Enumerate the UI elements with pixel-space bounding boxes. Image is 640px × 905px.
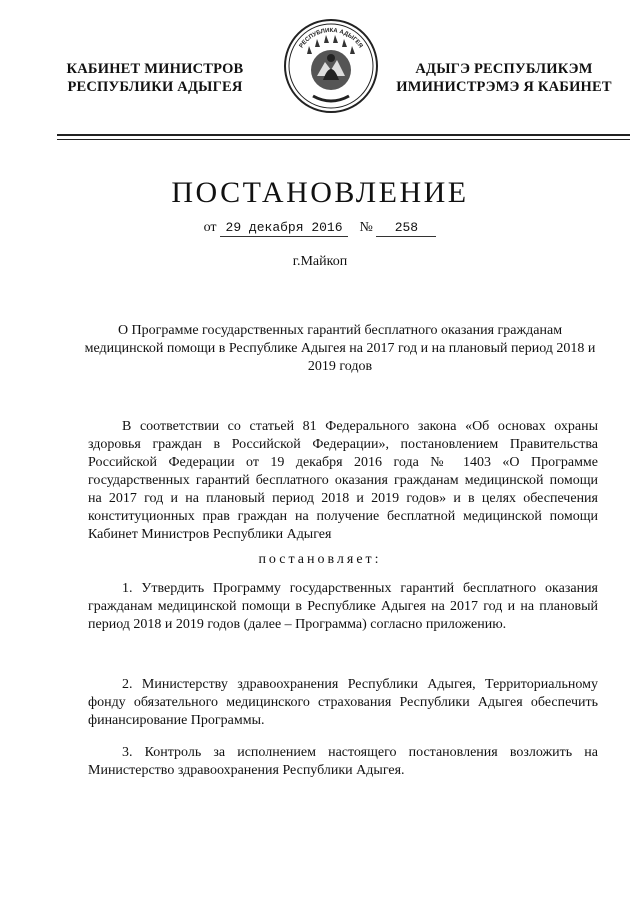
issuer-name-adyghe: [394, 60, 614, 96]
issuer-line: АДЫГЭ РЕСПУБЛИКЭМ: [415, 61, 593, 77]
issuer-line: ИМИНИСТРЭМЭ Я КАБИНЕТ: [396, 79, 612, 95]
coat-of-arms-icon: [279, 14, 383, 118]
resolves-heading: постановляет:: [258, 552, 382, 567]
issuer-line: КАБИНЕТ МИНИСТРОВ: [66, 61, 244, 77]
document-subject: О Программе государственных гарантий бесплатного оказания гражданам медицинской помощи в Республике Адыгея на 2017 год и на плановый период 2018 и 2019 годов: [84, 323, 596, 374]
document-number: 258: [376, 220, 436, 237]
document-date: 29 декабря 2016: [220, 220, 348, 237]
resolution-item: 1. Утвердить Программу государственных гарантий бесплатного оказания гражданам медицинской помощи в Республике Адыгея на 2017 год и на плановый период 2018 и 2019 годов (далее – Программа) согласно приложению.: [88, 581, 598, 632]
number-prefix: №: [359, 220, 373, 235]
header-rule: [57, 139, 630, 140]
issuer-name-russian: [60, 60, 250, 96]
resolution-item: 2. Министерству здравоохранения Республики Адыгея, Территориальному фонду обязательного медицинского страхования Республики Адыгея обеспечить финансирование Программы.: [88, 677, 598, 728]
date-number-line: [0, 220, 640, 237]
issuer-line: РЕСПУБЛИКИ АДЫГЕЯ: [67, 79, 243, 95]
document-city: г.Майкоп: [292, 254, 348, 269]
preamble-paragraph: В соответствии со статьей 81 Федерального закона «Об основах охраны здоровья граждан в Российской Федерации», постановлением Правительства Российской Федерации от 19 декабря 2016 года № 1403 «О Программе государственных гарантий бесплатного оказания гражданам медицинской помощи на 2017 год и на плановый период 2018 и 2019 годов» и в целях обеспечения конституционных прав граждан на получение бесплатной медицинской помощи Кабинет Министров Республики Адыгея: [88, 419, 598, 542]
document-title: ПОСТАНОВЛЕНИЕ: [171, 176, 469, 209]
header-rule: [57, 134, 630, 136]
date-prefix: от: [203, 220, 217, 235]
resolution-item: 3. Контроль за исполнением настоящего постановления возложить на Министерство здравоохранения Республики Адыгея.: [88, 745, 598, 778]
svg-text:РЕСПУБЛИКА АДЫГЕЯ: РЕСПУБЛИКА АДЫГЕЯ: [298, 27, 364, 50]
